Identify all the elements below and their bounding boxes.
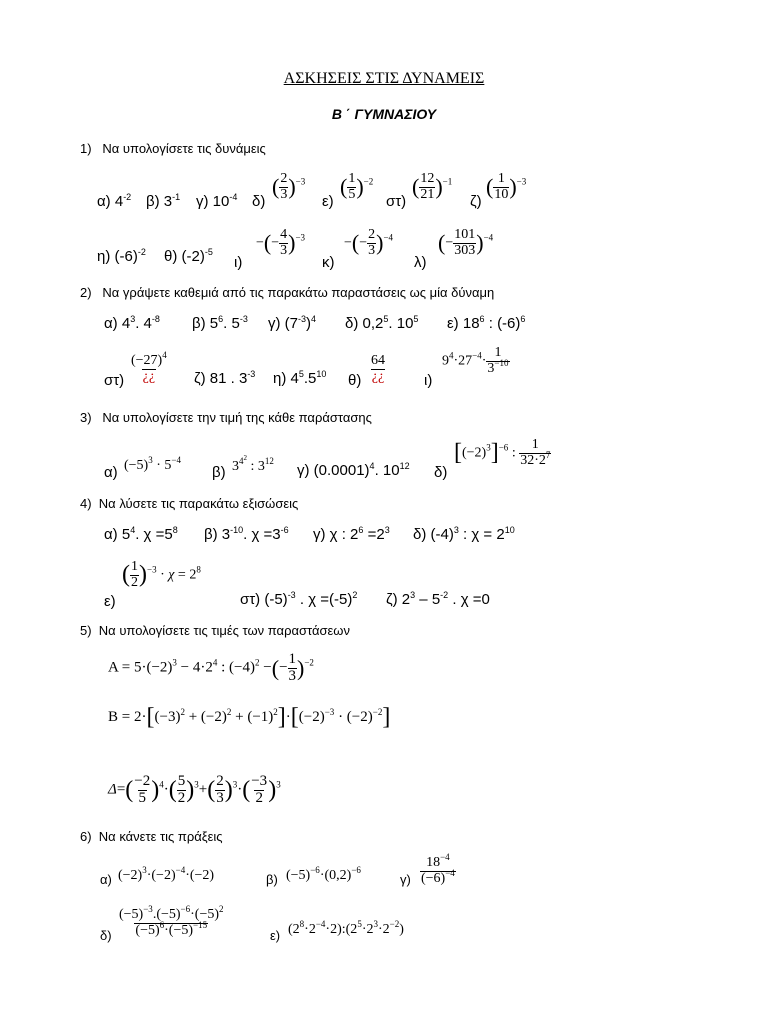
q2-c: γ) $(7^{-3})^4$ (268, 314, 317, 332)
q1-l-expr: (− $\frac{101}{303}$ )$^{-4}$ (438, 227, 494, 258)
q6-a-label: α) (100, 872, 112, 887)
q4-b: β) $3^{-10}$. $\chi =3^{-6}$ (204, 525, 289, 543)
q3-b-expr: $3^{4^2}$ : $3^{12}$ (232, 454, 274, 474)
q6-b-label: β) (266, 872, 278, 887)
q3-d-label: δ) (434, 464, 448, 481)
q1-i-label: ι) (234, 254, 243, 271)
q6-d-expr: $\frac{(-5)^{-3}.(-5)^{-6}\cdot(-5)^2}{(-5)^6\cdot(-5)^{-15}}$ (119, 904, 224, 938)
question-number: 5) (80, 623, 92, 638)
q1-st-label: στ) (386, 193, 407, 210)
q1-e-expr: ( $\frac{1}{5}$ )$^{-2}$ (340, 171, 374, 202)
question-6 (80, 829, 223, 844)
q1-d-expr: ( $\frac{2}{3}$ )$^{-3}$ (272, 171, 306, 202)
q6-c-expr: $\frac{18^{-4}}{(-6)^{-4}}$ (421, 852, 455, 886)
q1-k-label: κ) (322, 254, 335, 271)
q1-l-label: λ) (414, 254, 427, 271)
q2-h: η) $4^5.5^{10}$ (273, 369, 327, 387)
question-number: 6) (80, 829, 92, 844)
q6-d-label: δ) (100, 928, 112, 943)
q2-i-label: ι) (424, 372, 433, 389)
q4-z: ζ) $2^3 - 5^{-2}$ . χ =0 (386, 590, 490, 608)
q6-a-expr: $(-2)^3\cdot(-2)^{-4}\cdot(-2)$ (118, 865, 215, 883)
q1-st-expr: ( $\frac{12}{21}$ )$^{-1}$ (412, 171, 453, 202)
question-number: 1) (80, 141, 92, 156)
page-title: ΑΣΚΗΣΕΙΣ ΣΤΙΣ ΔΥΝΑΜΕΙΣ (283, 70, 485, 87)
q1-b: β) $3^{-1}$ (146, 192, 181, 210)
q1-z-label: ζ) (470, 193, 482, 210)
q3-a-label: α) (104, 464, 118, 481)
q1-c: γ) $10^{-4}$ (196, 192, 238, 210)
q5-expr-a: $A = 5\cdot(-2)^3 - 4\cdot 2^4$ : $(-4)^2$ −(− $\frac{1}{3}$ )$^{-2}$ (108, 651, 314, 684)
question-text: Να υπολογίσετε τις δυνάμεις (102, 141, 266, 156)
question-text: Να γράψετε καθεμιά από τις παρακάτω παραστάσεις ως μία δύναμη (102, 285, 495, 300)
q4-e-label: ε) (104, 593, 116, 610)
q6-e-expr: $(2^8\cdot 2^{-4}\cdot 2):(2^5\cdot 2^3\cdot 2^{-2})$ (288, 919, 404, 937)
q4-c: γ) χ : $2^6 =2^3$ (313, 525, 390, 543)
question-number: 3) (80, 410, 92, 425)
question-number: 2) (80, 285, 92, 300)
q1-th: θ) $(-2)^{-5}$ (164, 247, 213, 265)
q1-i-expr: −(− $\frac{4}{3}$ )$^{-3}$ (256, 227, 306, 258)
q4-a: α) $5^4$. $\chi =5^8$ (104, 525, 178, 543)
page-subtitle: Β ΄ ΓΥΜΝΑΣΙΟΥ (331, 106, 437, 122)
q1-a: α) $4^{-2}$ (97, 192, 132, 210)
q6-b-expr: $(-5)^{-6}\cdot(0,2)^{-6}$ (286, 865, 361, 883)
question-4 (80, 496, 298, 511)
q6-e-label: ε) (270, 928, 281, 943)
q4-e-expr: ( $\frac{1}{2}$ )$^{-3} \cdot \chi = 2^8$ (122, 559, 201, 590)
q6-c-label: γ) (400, 872, 411, 887)
q1-z-expr: ( $\frac{1}{10}$ )$^{-3}$ (486, 171, 527, 202)
question-text: Να υπολογίσετε την τιμή της κάθε παράστασης (102, 410, 372, 425)
q1-k-expr: −(− $\frac{2}{3}$ )$^{-4}$ (344, 227, 394, 258)
question-text: Να λύσετε τις παρακάτω εξισώσεις (98, 496, 299, 511)
q2-d: δ) $0,2^5$. $10^5$ (345, 314, 419, 332)
question-text: Να κάνετε τις πράξεις (98, 829, 223, 844)
q5-expr-b: $B = 2\cdot[(-3)^2 + (-2)^2 + (-1)^2]\cdot[(-2)^{-3} \cdot (-2)^{-2}]$ (108, 704, 391, 730)
q1-e-label: ε) (322, 193, 334, 210)
q3-c: γ) $(0.0001)^4$. $10^{12}$ (297, 461, 410, 479)
question-3 (80, 410, 372, 425)
q1-d-label: δ) (252, 193, 266, 210)
q2-th-label: θ) (348, 372, 362, 389)
q3-b-label: β) (212, 464, 226, 481)
question-1 (80, 141, 266, 156)
q2-e: ε) $18^6$ : $(-6)^6$ (447, 314, 526, 332)
question-2 (80, 285, 494, 300)
q4-st: στ) $(-5)^{-3}$ . $\chi =(-5)^2$ (240, 590, 358, 608)
q2-a: α) $4^3$. $4^{-8}$ (104, 314, 160, 332)
q2-st-label: στ) (104, 372, 125, 389)
q1-h: η) $(-6)^{-2}$ (97, 247, 146, 265)
q2-st-expr: $\frac{(-27)^4}{¿¿}$ (131, 350, 167, 384)
q3-d-expr: $[(-2)^3]^{-6}$ : $\frac{1}{32\cdot 2^7}$ (454, 437, 551, 468)
q5-expr-d: Δ=( $\frac{-2}{5}$ )$^4$·( $\frac{5}{2}$ )$^3$+( $\frac{2}{3}$ )$^3$·( $\frac{-3}{2}$ )$^3$ (108, 773, 281, 806)
question-number: 4) (80, 496, 92, 511)
q4-d: δ) $(-4)^3$ : $\chi = 2^{10}$ (413, 525, 515, 543)
q2-th-expr: $\frac{64}{¿¿}$ (371, 353, 385, 384)
q3-a-expr: $(-5)^3 \cdot 5^{-4}$ (124, 455, 181, 473)
question-text: Να υπολογίσετε τις τιμές των παραστάσεων (98, 623, 350, 638)
q2-i-expr: $9^4\cdot 27^{-4}\cdot$ $\frac{1}{3^{-10}}$ (442, 345, 509, 376)
q2-z: ζ) 81 . $3^{-3}$ (194, 369, 256, 387)
q2-b: β) $5^6$. $5^{-3}$ (192, 314, 248, 332)
question-5 (80, 623, 350, 638)
